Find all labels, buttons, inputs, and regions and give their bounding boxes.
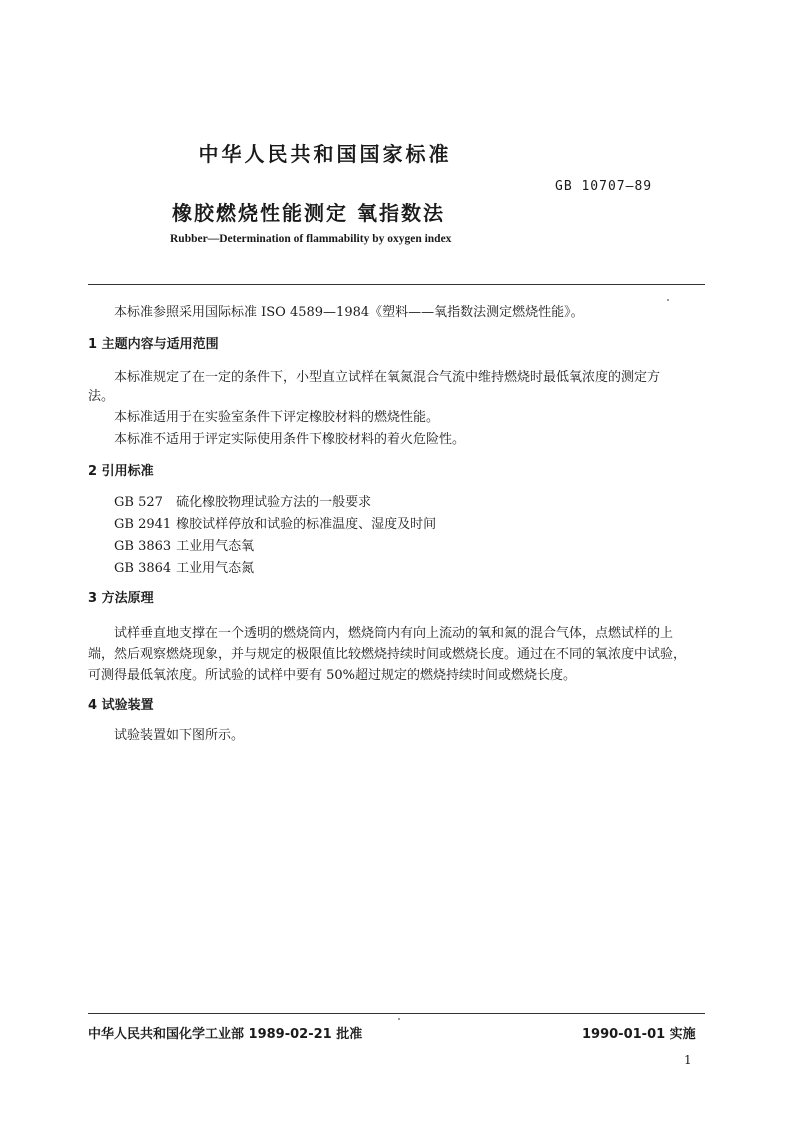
reference-item: [114, 557, 254, 576]
reference-item: [114, 535, 254, 554]
section-3-heading: 3 方法原理: [88, 591, 154, 606]
standard-number: GB 10707—89: [555, 179, 653, 194]
section-1-paragraph-1-cont: 法。: [88, 389, 115, 404]
section-1-paragraph-1: 本标准规定了在一定的条件下，小型直立试样在氧氮混合气流中维持燃烧时最低氧浓度的测定方: [114, 370, 661, 385]
reference-item: [114, 513, 436, 532]
section-3-line-1: 试样垂直地支撑在一个透明的燃烧筒内，燃烧筒内有向上流动的氧和氮的混合气体，点燃试样的上: [114, 626, 674, 641]
implementation-date: 1990-01-01 实施: [582, 1027, 696, 1042]
reference-code: GB 3864: [114, 561, 172, 576]
scan-speck: [667, 299, 669, 301]
footer-divider: [88, 1013, 705, 1014]
section-4-paragraph: 试验装置如下图所示。: [114, 728, 245, 743]
scan-speck: [398, 1018, 400, 1020]
document-title-cn: 橡胶燃烧性能测定 氧指数法: [172, 201, 445, 225]
section-2-heading: 2 引用标准: [88, 464, 154, 479]
reference-code: GB 2941: [114, 517, 172, 532]
reference-item: [114, 491, 371, 510]
header-divider: [88, 284, 705, 285]
section-3-line-2: 端，然后观察燃烧现象，并与规定的极限值比较燃烧持续时间或燃烧长度。通过在不同的氧浓度中试验，: [88, 647, 687, 662]
section-1-heading: 1 主题内容与适用范围: [88, 337, 219, 352]
reference-title: 硫化橡胶物理试验方法的一般要求: [176, 495, 372, 510]
section-1-paragraph-3: 本标准不适用于评定实际使用条件下橡胶材料的着火危险性。: [114, 432, 466, 447]
reference-title: 工业用气态氧: [176, 539, 255, 554]
reference-code: GB 527: [114, 495, 163, 510]
approval-line: 中华人民共和国化学工业部 1989-02-21 批准: [88, 1027, 363, 1042]
section-1-paragraph-2: 本标准适用于在实验室条件下评定橡胶材料的燃烧性能。: [114, 410, 440, 425]
document-title-en: Rubber—Determination of flammability by oxygen index: [170, 233, 452, 245]
section-3-line-3: 可测得最低氧浓度。所试验的试样中要有 50%超过规定的燃烧持续时间或燃烧长度。: [88, 668, 577, 683]
national-standard-title: 中华人民共和国国家标准: [198, 142, 452, 166]
reference-code: GB 3863: [114, 539, 172, 554]
intro-paragraph: 本标准参照采用国际标准 ISO 4589—1984《塑料——氧指数法测定燃烧性能》。: [114, 305, 584, 320]
page-number: 1: [684, 1053, 692, 1067]
reference-title: 橡胶试样停放和试验的标准温度、湿度及时间: [176, 517, 437, 532]
section-4-heading: 4 试验装置: [88, 698, 154, 713]
reference-title: 工业用气态氮: [176, 561, 255, 576]
